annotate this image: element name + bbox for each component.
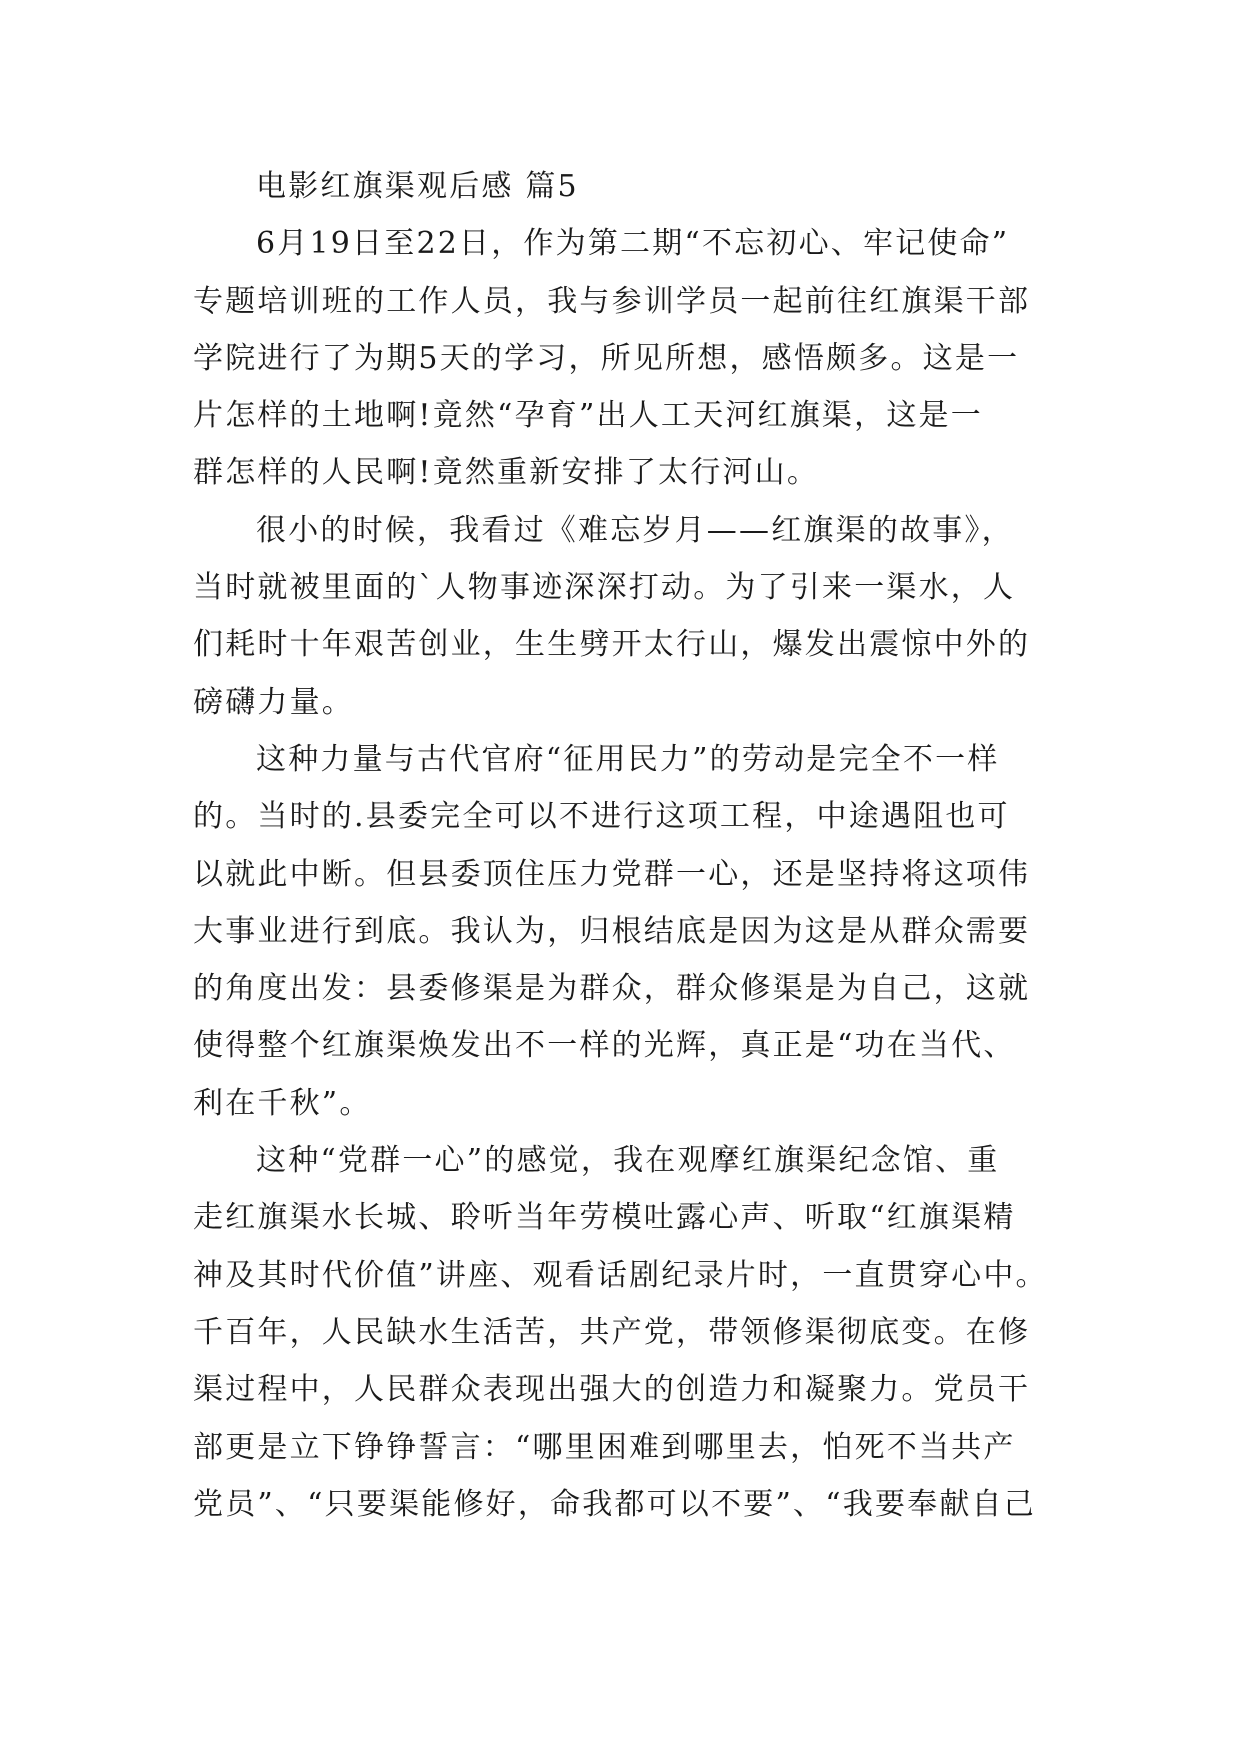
paragraph-1-line-5: 群怎样的人民啊!竟然重新安排了太行河山。 (193, 455, 820, 491)
article-title: 电影红旗渠观后感 篇5 (256, 169, 579, 204)
paragraph-1-line-1: 6月19日至22日，作为第二期“不忘初心、牢记使命” (256, 226, 1010, 262)
paragraph-3-line-7: 利在千秋”。 (193, 1085, 372, 1121)
paragraph-2-line-1: 很小的时候，我看过《难忘岁月——红旗渠的故事》， (256, 512, 1014, 548)
article-body (193, 158, 1053, 1533)
paragraph-3-line-2: 的。当时的.县委完全可以不进行这项工程，中途遇阻也可 (193, 799, 1010, 835)
paragraph-4-line-1: 这种“党群一心”的感觉，我在观摩红旗渠纪念馆、重 (256, 1143, 1000, 1179)
paragraph-3-line-6: 使得整个红旗渠焕发出不一样的光辉，真正是“功在当代、 (193, 1028, 1016, 1064)
paragraph-2-line-2: 当时就被里面的`人物事迹深深打动。为了引来一渠水，人 (193, 570, 1016, 606)
paragraph-2-line-3: 们耗时十年艰苦创业，生生劈开太行山，爆发出震惊中外的 (193, 627, 1031, 663)
paragraph-1-line-3: 学院进行了为期5天的学习，所见所想，感悟颇多。这是一 (193, 340, 1020, 376)
paragraph-4-line-7: 党员”、“只要渠能修好，命我都可以不要”、“我要奉献自己 (193, 1486, 1036, 1522)
paragraph-4-line-4: 千百年，人民缺水生活苦，共产党，带领修渠彻底变。在修 (193, 1314, 1031, 1350)
paragraph-3-line-1: 这种力量与古代官府“征用民力”的劳动是完全不一样 (256, 741, 1000, 777)
paragraph-3-line-3: 以就此中断。但县委顶住压力党群一心，还是坚持将这项伟 (193, 856, 1031, 892)
paragraph-4-line-5: 渠过程中，人民群众表现出强大的创造力和凝聚力。党员干 (193, 1372, 1031, 1408)
paragraph-2-line-4: 磅礴力量。 (193, 684, 354, 720)
paragraph-4-line-6: 部更是立下铮铮誓言：“哪里困难到哪里去，怕死不当共产 (193, 1429, 1016, 1465)
paragraph-3-line-5: 的角度出发：县委修渠是为群众，群众修渠是为自己，这就 (193, 971, 1031, 1007)
paragraph-4-line-3: 神及其时代价值”讲座、观看话剧纪录片时，一直贯穿心中。 (193, 1257, 1048, 1293)
paragraph-4-line-2: 走红旗渠水长城、聆听当年劳模吐露心声、听取“红旗渠精 (193, 1200, 1016, 1236)
paragraph-3-line-4: 大事业进行到底。我认为，归根结底是因为这是从群众需要 (193, 913, 1031, 949)
paragraph-1-line-2: 专题培训班的工作人员，我与参训学员一起前往红旗渠干部 (193, 283, 1031, 319)
paragraph-1-line-4: 片怎样的土地啊!竟然“孕育”出人工天河红旗渠，这是一 (193, 398, 983, 434)
